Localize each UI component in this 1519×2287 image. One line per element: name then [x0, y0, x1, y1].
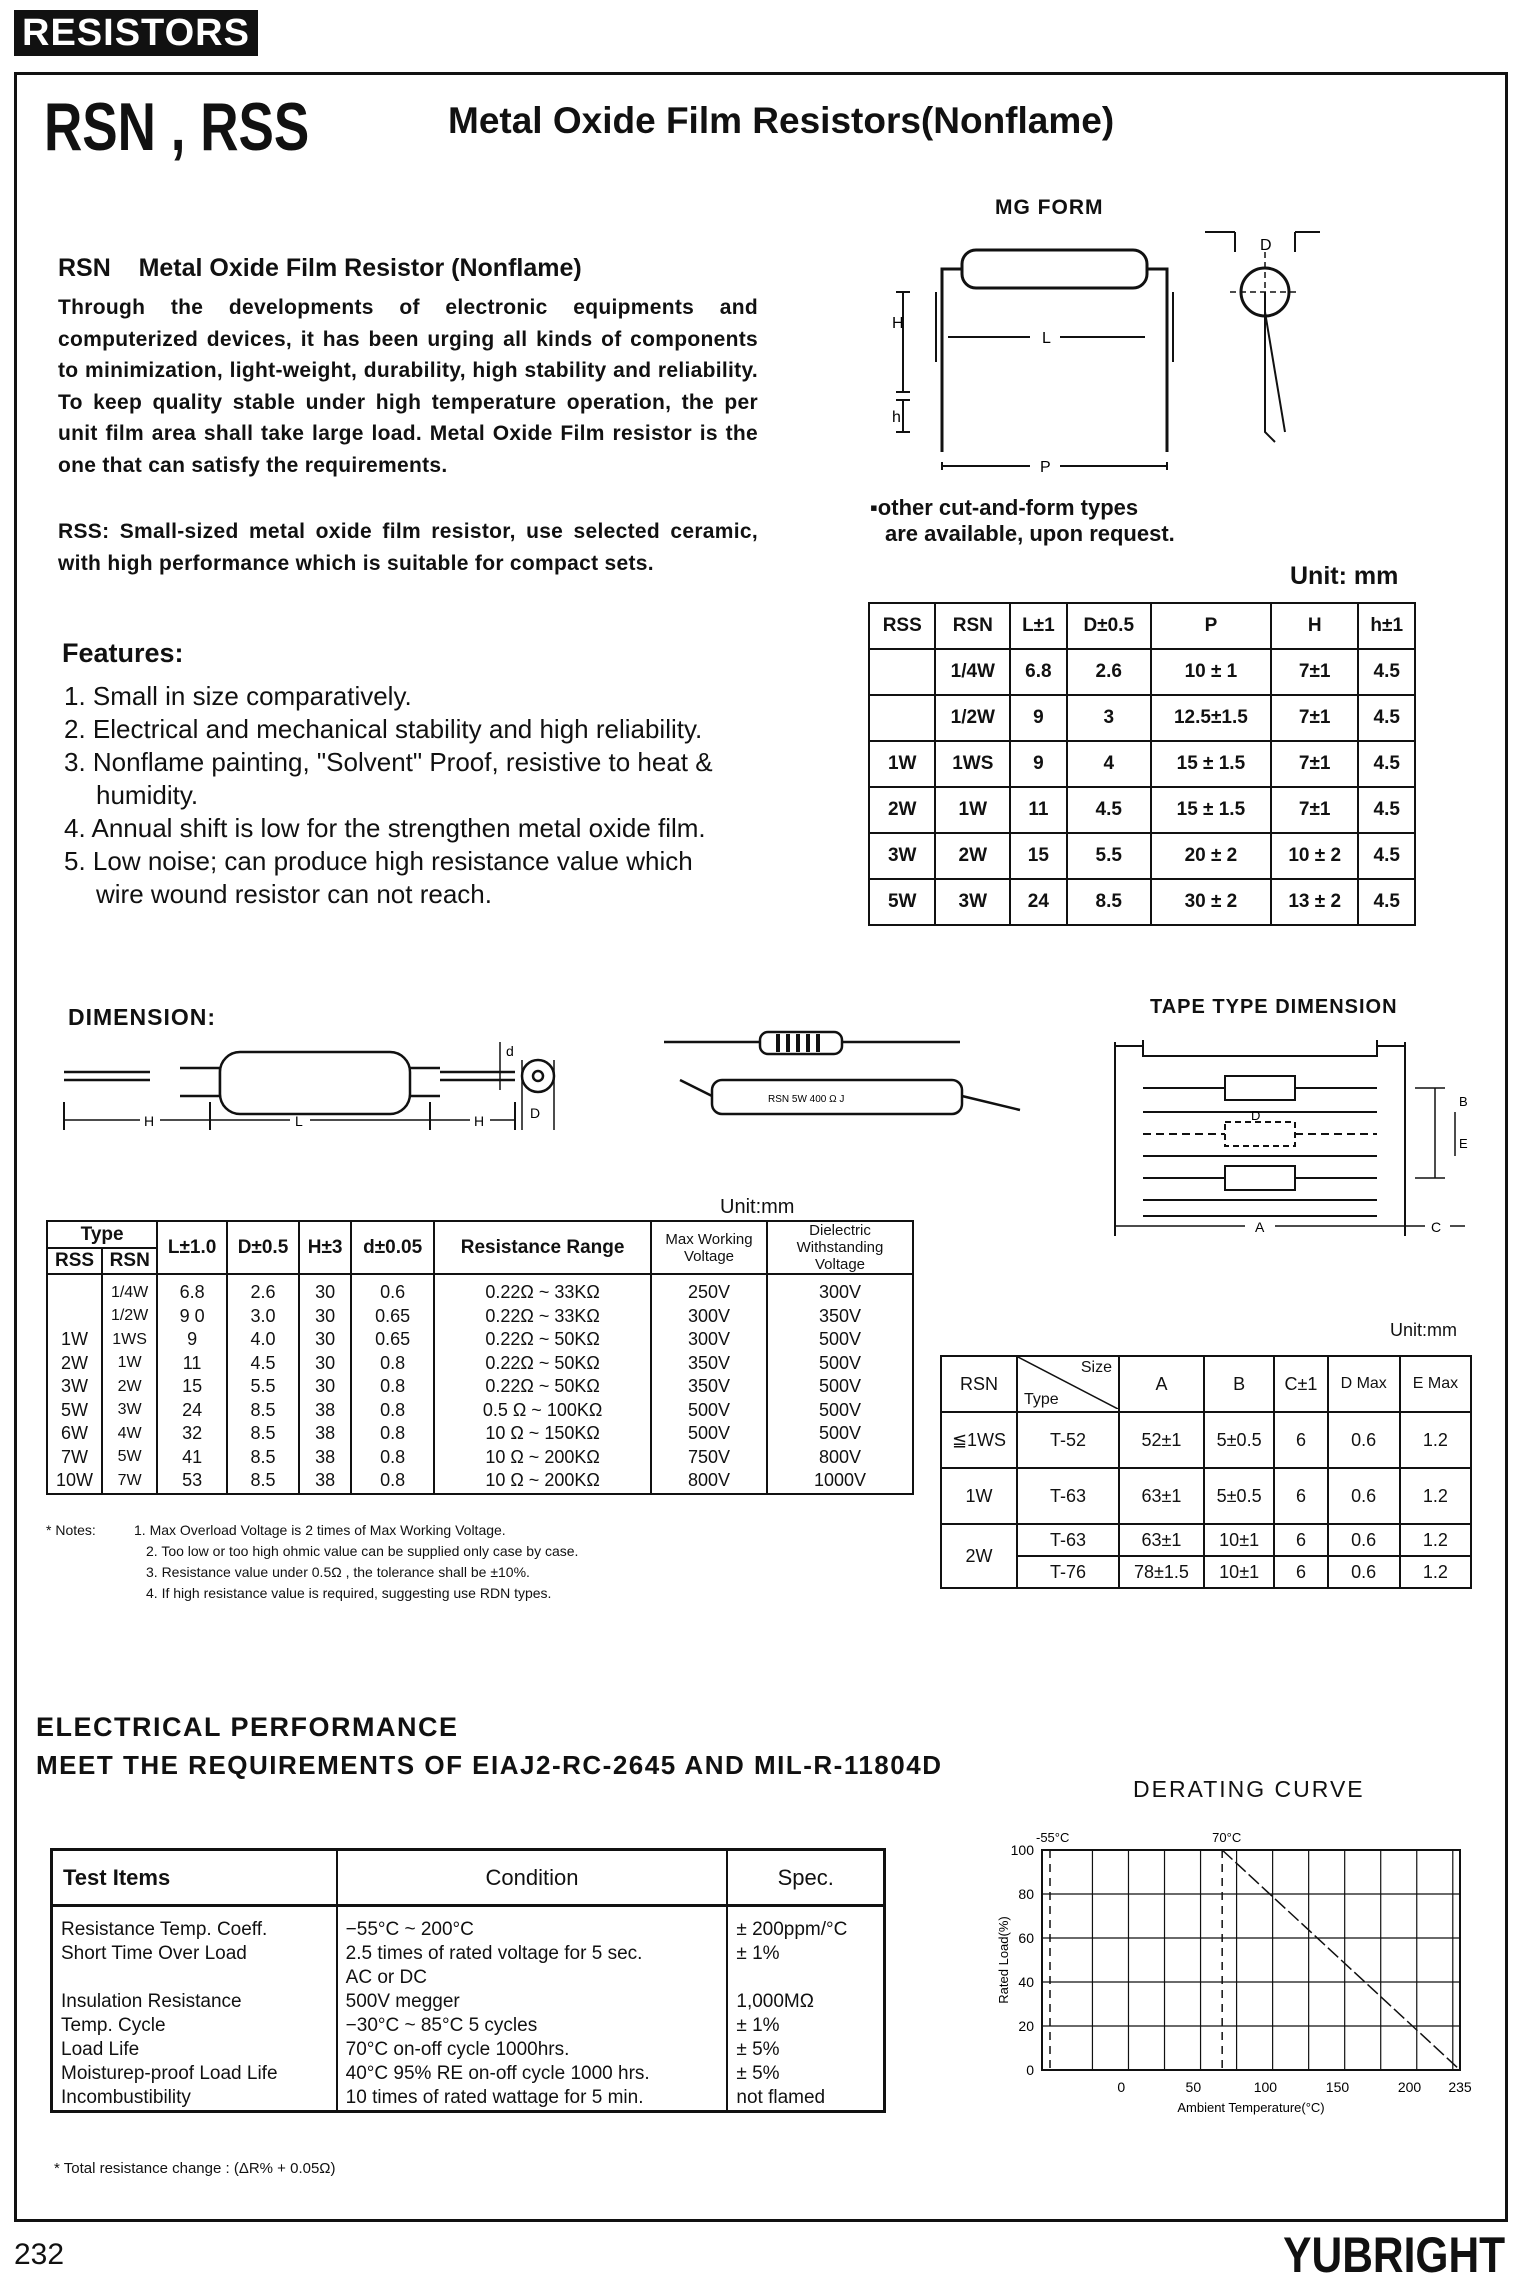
table-cell: 24 [157, 1399, 227, 1423]
table-cell: 8.5 [1067, 879, 1151, 925]
feature-item: 1. Small in size comparatively. [64, 681, 412, 711]
mg-form-title: MG FORM [995, 196, 1104, 219]
table-cell: 53 [157, 1469, 227, 1494]
table-cell: −30°C ~ 85°C 5 cycles [337, 2014, 728, 2038]
table-row [941, 1468, 1471, 1524]
table-row [941, 1524, 1471, 1556]
tape-title: TAPE TYPE DIMENSION [1150, 996, 1398, 1018]
y-tick-label: 80 [1018, 1886, 1034, 1902]
table-cell: 2W [102, 1375, 157, 1399]
table-cell: 15 ± 1.5 [1151, 787, 1271, 833]
table-cell: 6.8 [157, 1274, 227, 1305]
table-cell: 5.5 [227, 1375, 299, 1399]
dimension-table: Type RSS RSN L±1.0 D±0.5 H±3 d±0.05 Resistance Range Max Working Voltage Dielectric Withstanding Voltage 1/4W 6.8 2.6 30 0.6 0.22Ω ~ 33KΩ 250V 300V 1/2W 9 0 3.0 30 0.65 0.22Ω ~ 33KΩ 300V 350V 1W 1WS 9 4.0 30 0.65 0.22Ω ~ 50KΩ 300V 500V 2W 1W 11 4.5 30 0.8 0.22Ω ~ 50KΩ 350V 500V 3W 2W 15 5.5 30 0.8 0.22Ω ~ 50KΩ 350V 500V 5W 3W 24 8.5 38 0.8 0.5 Ω ~ 100KΩ 500V 500V 6W 4W 32 8.5 38 0.8 10 Ω ~ 150KΩ 500V 500V 7W 5W 41 8.5 38 0.8 10 Ω ~ 200KΩ 750V 800V 10W 7W 53 8.5 38 0.8 10 Ω ~ 200KΩ 800V 1000V [46, 1220, 914, 1495]
col-header: D±0.5 [1067, 603, 1151, 649]
dim-label: H [144, 1113, 155, 1129]
dim-label: h [892, 409, 901, 426]
table-cell: 5W [47, 1399, 102, 1423]
table-cell: 10W [47, 1469, 102, 1494]
note-item: 3. Resistance value under 0.5Ω , the tolerance shall be ±10%. [146, 1564, 530, 1580]
table-cell: 1/4W [935, 649, 1010, 695]
x-tick-label: 200 [1397, 2079, 1422, 2095]
rsn-heading: RSN Metal Oxide Film Resistor (Nonflame) [58, 254, 582, 282]
table-cell: Insulation Resistance [52, 1990, 337, 2014]
x-tick-label: 50 [1185, 2079, 1202, 2095]
table-cell: 1W [869, 741, 935, 787]
table-cell: 0.22Ω ~ 50KΩ [434, 1328, 651, 1352]
table-cell: 5W [869, 879, 935, 925]
table-cell: 70°C on-off cycle 1000hrs. [337, 2038, 728, 2062]
table-row [47, 1352, 913, 1376]
table-cell: 4.0 [227, 1328, 299, 1352]
unit-label: Unit:mm [720, 1196, 795, 1218]
table-row [869, 695, 1415, 741]
note-item: 1. Max Overload Voltage is 2 times of Max Working Voltage. [134, 1522, 506, 1538]
table-cell: 24 [1010, 879, 1067, 925]
table-cell [727, 1966, 884, 1990]
col-header: RSN [935, 603, 1010, 649]
table-cell: 500V [767, 1328, 913, 1352]
table-cell: 5W [102, 1446, 157, 1470]
table-cell: 10 times of rated wattage for 5 min. [337, 2086, 728, 2112]
table-cell [869, 695, 935, 741]
derating-chart [990, 1820, 1490, 2130]
table-cell: 38 [299, 1446, 351, 1470]
table-cell: 11 [1010, 787, 1067, 833]
y-tick-label: 100 [1010, 1842, 1034, 1858]
table-cell: 1000V [767, 1469, 913, 1494]
table-cell: 1.2 [1400, 1524, 1471, 1556]
table-cell: 1W [941, 1468, 1017, 1524]
table-cell: 1.2 [1400, 1412, 1471, 1468]
table-row [47, 1446, 913, 1470]
table-cell: 500V [767, 1352, 913, 1376]
table-cell: Temp. Cycle [52, 2014, 337, 2038]
dim-label: C [1431, 1219, 1442, 1235]
table-cell: 0.6 [1328, 1468, 1400, 1524]
table-cell: 5±0.5 [1204, 1468, 1274, 1524]
table-row [869, 649, 1415, 695]
table-row [52, 1942, 885, 1966]
table-cell: 9 [1010, 741, 1067, 787]
table-cell: 7±1 [1271, 649, 1358, 695]
features-heading: Features: [62, 638, 184, 668]
table-cell: 0.22Ω ~ 50KΩ [434, 1375, 651, 1399]
table-cell: 500V [651, 1422, 767, 1446]
table-cell: ± 5% [736, 2063, 780, 2084]
table-row [869, 787, 1415, 833]
table-cell: 7W [102, 1469, 157, 1494]
resistor-photo [660, 1020, 1040, 1130]
chart-title: DERATING CURVE [1133, 1776, 1365, 1802]
table-cell: 2W [935, 833, 1010, 879]
table-cell: 1.2 [1400, 1556, 1471, 1588]
dim-label: D [1260, 237, 1272, 254]
table-cell: 9 [1010, 695, 1067, 741]
rss-description: RSS: Small-sized metal oxide film resistor, use selected ceramic, with high performance which is suitable for compact sets. [58, 520, 758, 575]
table-cell: Incombustibility [52, 2086, 337, 2112]
table-cell: 4.5 [227, 1352, 299, 1376]
table-cell: 38 [299, 1469, 351, 1494]
table-cell: 2W [869, 787, 935, 833]
dim-label: D [1251, 1108, 1261, 1123]
table-cell: 350V [767, 1305, 913, 1329]
electrical-footnote: * Total resistance change : (ΔR% + 0.05Ω) [54, 2160, 336, 2177]
table-cell: 11 [157, 1352, 227, 1376]
table-cell: 0.6 [1328, 1524, 1400, 1556]
table-cell: 1/2W [102, 1305, 157, 1329]
table-cell: 0.8 [351, 1469, 434, 1494]
dim-label: A [1255, 1219, 1265, 1235]
table-cell: 300V [651, 1328, 767, 1352]
table-cell: Resistance Temp. Coeff. [52, 1906, 337, 1943]
y-tick-label: 60 [1018, 1930, 1034, 1946]
table-cell: 15 ± 1.5 [1151, 741, 1271, 787]
table-cell: T-76 [1017, 1556, 1119, 1588]
mg-form-table [868, 602, 1416, 926]
electrical-subheading: MEET THE REQUIREMENTS OF EIAJ2-RC-2645 AND MIL-R-11804D [36, 1750, 943, 1780]
table-row [52, 1906, 885, 1943]
unit-label: Unit:mm [1390, 1320, 1457, 1340]
table-cell: 800V [651, 1469, 767, 1494]
feature-item: 5. Low noise; can produce high resistance value which wire wound resistor can not reach. [64, 846, 693, 909]
table-cell: 5±0.5 [1204, 1412, 1274, 1468]
table-cell: 4.5 [1067, 787, 1151, 833]
table-cell: 5.5 [1067, 833, 1151, 879]
dim-label: H [474, 1113, 485, 1129]
table-cell: 4.5 [1358, 695, 1415, 741]
page-number: 232 [14, 2238, 65, 2271]
x-tick-label: 235 [1448, 2079, 1472, 2095]
table-cell: 2.5 times of rated voltage for 5 sec. [337, 1942, 728, 1966]
dimension-heading: DIMENSION: [68, 1004, 216, 1030]
table-cell: 0.6 [1328, 1412, 1400, 1468]
table-cell: 3W [869, 833, 935, 879]
table-cell: 10 ± 2 [1271, 833, 1358, 879]
dim-label: E [1459, 1136, 1468, 1151]
table-cell: 52±1 [1119, 1412, 1204, 1468]
dim-label: D [530, 1105, 541, 1121]
dim-label: P [1040, 459, 1051, 476]
table-cell: 4.5 [1358, 879, 1415, 925]
x-axis-label: Ambient Temperature(°C) [1177, 2100, 1325, 2115]
table-cell: 500V [651, 1399, 767, 1423]
table-cell: 6 [1274, 1412, 1327, 1468]
table-cell: 0.8 [351, 1399, 434, 1423]
table-cell: 750V [651, 1446, 767, 1470]
table-cell: 30 [299, 1305, 351, 1329]
tape-table: RSN Size Type A B C±1 D Max E Max ≦1WS T-52 52±1 5±0.5 6 0.6 1.2 1W T-63 63±1 5±0.5 6 0.6 1.2 2W T-63 63±1 10±1 6 0.6 1.2 T-76 78±1.5 10±1 6 0.6 1.2 [940, 1355, 1472, 1589]
mg-form-diagram [880, 222, 1350, 484]
col-header: P [1151, 603, 1271, 649]
table-cell: 0.6 [351, 1274, 434, 1305]
table-cell: 32 [157, 1422, 227, 1446]
table-row [47, 1422, 913, 1446]
table-cell: ≦1WS [941, 1412, 1017, 1468]
table-cell: 12.5±1.5 [1151, 695, 1271, 741]
table-cell: 8.5 [227, 1469, 299, 1494]
table-cell: 6W [47, 1422, 102, 1446]
table-cell: 500V [767, 1422, 913, 1446]
table-cell: 800V [767, 1446, 913, 1470]
table-cell: 10 Ω ~ 200KΩ [434, 1446, 651, 1470]
table-cell: 8.5 [227, 1446, 299, 1470]
table-cell: 300V [767, 1274, 913, 1305]
table-cell: 1/2W [935, 695, 1010, 741]
table-cell: 0.22Ω ~ 33KΩ [434, 1274, 651, 1305]
cut-form-note-1: ▪other cut-and-form types [870, 495, 1139, 520]
tape-diagram [1105, 1036, 1485, 1236]
table-cell: 3.0 [227, 1305, 299, 1329]
table-cell: AC or DC [337, 1966, 728, 1990]
table-row [941, 1412, 1471, 1468]
table-cell: 0.22Ω ~ 33KΩ [434, 1305, 651, 1329]
table-cell: 63±1 [1119, 1468, 1204, 1524]
feature-item: 3. Nonflame painting, "Solvent" Proof, resistive to heat & humidity. [64, 747, 713, 810]
table-cell: 30 [299, 1375, 351, 1399]
table-cell: 3W [102, 1399, 157, 1423]
feature-item: 4. Annual shift is low for the strengthen metal oxide film. [64, 813, 706, 843]
table-cell: 7±1 [1271, 787, 1358, 833]
table-cell [52, 1966, 337, 1990]
table-cell: 2.6 [227, 1274, 299, 1305]
table-cell: ± 1% [736, 2015, 780, 2036]
table-cell: T-52 [1017, 1412, 1119, 1468]
table-cell: 1W [47, 1328, 102, 1352]
section-tag: RESISTORS [14, 10, 258, 56]
unit-label: Unit: mm [1290, 562, 1399, 590]
table-cell: 10 Ω ~ 150KΩ [434, 1422, 651, 1446]
dimension-notes: * Notes: 1. Max Overload Voltage is 2 times of Max Working Voltage. 2. Too low or too high ohmic value can be supplied only case by case. 3. Resistance value under 0.5Ω , the tolerance shall be ±10%. 4. If high resistance value is required, suggesting use RDN types. [46, 1520, 578, 1604]
table-row [52, 1966, 885, 1990]
table-row [52, 2062, 885, 2086]
features-list [64, 680, 744, 911]
resistor-marking: RSN 5W 400 Ω J [768, 1094, 845, 1105]
table-row [52, 2038, 885, 2062]
table-row [47, 1399, 913, 1423]
table-row [52, 2086, 885, 2112]
dimension-diagram [60, 1030, 580, 1140]
table-row [941, 1556, 1471, 1588]
table-cell: 6.8 [1010, 649, 1067, 695]
marker-label: 70°C [1212, 1830, 1242, 1845]
table-cell: Short Time Over Load [52, 1942, 337, 1966]
table-cell: 8.5 [227, 1422, 299, 1446]
table-cell: 20 ± 2 [1151, 833, 1271, 879]
table-row [47, 1469, 913, 1494]
table-cell: 10 Ω ~ 200KΩ [434, 1469, 651, 1494]
table-cell: 4 [1067, 741, 1151, 787]
table-cell: 63±1 [1119, 1524, 1204, 1556]
table-cell: 300V [651, 1305, 767, 1329]
table-cell: T-63 [1017, 1524, 1119, 1556]
col-header: L±1 [1010, 603, 1067, 649]
table-cell: 7W [47, 1446, 102, 1470]
col-header: RSS [869, 603, 935, 649]
col-header: h±1 [1358, 603, 1415, 649]
table-cell: 38 [299, 1422, 351, 1446]
electrical-table: Test Items Condition Spec. Resistance Temp. Coeff. −55°C ~ 200°C ± 200ppm/°C Short Time Over Load 2.5 times of rated voltage for 5 sec. ± 1% AC or DC Insulation Resistance 500V megger 1,000MΩ Temp. Cycle −30°C ~ 85°C 5 cycles ± 1% Load Life 70°C on-off cycle 1000hrs. ± 5% Moisturep-proof Load Life 40°C 95% RE on-off cycle 1000 hrs. ± 5% Incombustibility 10 times of rated wattage for 5 min. not flamed [50, 1848, 886, 2113]
y-tick-label: 40 [1018, 1974, 1034, 1990]
table-row [869, 833, 1415, 879]
table-cell: 9 [157, 1328, 227, 1352]
plot-area [1042, 1850, 1460, 2070]
note-item: 4. If high resistance value is required, suggesting use RDN types. [146, 1585, 552, 1601]
table-cell: T-63 [1017, 1468, 1119, 1524]
cut-form-note-2: are available, upon request. [885, 521, 1175, 546]
table-cell: 41 [157, 1446, 227, 1470]
table-cell: 1W [102, 1352, 157, 1376]
y-axis-label: Rated Load(%) [996, 1916, 1011, 2004]
table-cell: 10 ± 1 [1151, 649, 1271, 695]
table-cell: 4.5 [1358, 649, 1415, 695]
table-cell: 40°C 95% RE on-off cycle 1000 hrs. [337, 2062, 728, 2086]
table-cell: 3 [1067, 695, 1151, 741]
table-cell: not flamed [736, 2087, 826, 2108]
table-cell: 2W [47, 1352, 102, 1376]
marker-label: -55°C [1036, 1830, 1070, 1845]
table-cell: 0.22Ω ~ 50KΩ [434, 1352, 651, 1376]
model-title: RSN , RSS [44, 89, 310, 165]
table-cell: Moisturep-proof Load Life [52, 2062, 337, 2086]
table-cell: 15 [157, 1375, 227, 1399]
table-cell: 1WS [935, 741, 1010, 787]
brand-logo: YUBRIGHT [1283, 2227, 1505, 2283]
table-cell [869, 649, 935, 695]
dim-label: H [892, 315, 904, 332]
table-cell: 10±1 [1204, 1556, 1274, 1588]
table-cell: 1,000MΩ [736, 1991, 814, 2012]
x-tick-label: 0 [1117, 2079, 1126, 2095]
table-cell: 500V [767, 1375, 913, 1399]
table-cell: 4W [102, 1422, 157, 1446]
table-cell: 1W [935, 787, 1010, 833]
y-tick-label: 0 [1026, 2062, 1034, 2078]
rsn-description: Through the developments of electronic equipments and computerized devices, it has been urging all kinds of components to minimization, light-weight, durability, high stability and reliability. To keep quality stable under high temperature operation, the per unit film area shall take large load. Metal Oxide Film resistor is the one that can satisfy the requirements. [58, 296, 758, 477]
table-row [869, 879, 1415, 925]
y-tick-label: 20 [1018, 2018, 1034, 2034]
table-cell: 0.8 [351, 1375, 434, 1399]
table-cell: 2.6 [1067, 649, 1151, 695]
table-cell: 4.5 [1358, 833, 1415, 879]
table-cell: 0.5 Ω ~ 100KΩ [434, 1399, 651, 1423]
table-cell: 1.2 [1400, 1468, 1471, 1524]
table-cell: 350V [651, 1352, 767, 1376]
derating-line [1222, 1850, 1460, 2070]
dim-label: L [1042, 330, 1051, 347]
table-cell: 78±1.5 [1119, 1556, 1204, 1588]
table-cell: 500V [767, 1399, 913, 1423]
table-cell: 38 [299, 1399, 351, 1423]
table-cell: 13 ± 2 [1271, 879, 1358, 925]
table-cell: 250V [651, 1274, 767, 1305]
table-cell: 10±1 [1204, 1524, 1274, 1556]
table-row [52, 1990, 885, 2014]
table-cell: 3W [47, 1375, 102, 1399]
table-cell: 350V [651, 1375, 767, 1399]
table-cell: 6 [1274, 1468, 1327, 1524]
table-cell: 6 [1274, 1556, 1327, 1588]
table-cell: 1/4W [102, 1274, 157, 1305]
table-cell: 30 [299, 1328, 351, 1352]
feature-item: 2. Electrical and mechanical stability and high reliability. [64, 714, 703, 744]
note-item: 2. Too low or too high ohmic value can be supplied only case by case. [146, 1543, 579, 1559]
table-cell: 3W [935, 879, 1010, 925]
x-tick-label: 150 [1325, 2079, 1350, 2095]
table-cell: 1WS [102, 1328, 157, 1352]
table-cell: 2W [941, 1524, 1017, 1588]
table-cell: 7±1 [1271, 741, 1358, 787]
table-row [47, 1305, 913, 1329]
dim-label: L [295, 1113, 303, 1129]
table-cell: 0.8 [351, 1446, 434, 1470]
table-cell [47, 1274, 102, 1305]
table-row [869, 741, 1415, 787]
table-cell: 4.5 [1358, 787, 1415, 833]
table-cell: 6 [1274, 1524, 1327, 1556]
table-cell: 0.65 [351, 1328, 434, 1352]
table-cell: 30 ± 2 [1151, 879, 1271, 925]
table-cell: 0.8 [351, 1352, 434, 1376]
x-tick-label: 100 [1253, 2079, 1278, 2095]
table-cell: 0.8 [351, 1422, 434, 1446]
table-cell: Load Life [52, 2038, 337, 2062]
table-row [52, 2014, 885, 2038]
dim-label: B [1459, 1094, 1468, 1109]
table-row [47, 1274, 913, 1305]
dim-label: d [506, 1043, 514, 1059]
page-title: Metal Oxide Film Resistors(Nonflame) [448, 100, 1115, 141]
table-cell: ± 5% [736, 2039, 780, 2060]
table-cell: 4.5 [1358, 741, 1415, 787]
col-header: H [1271, 603, 1358, 649]
table-cell: −55°C ~ 200°C [337, 1906, 728, 1943]
table-cell: 30 [299, 1274, 351, 1305]
table-row [47, 1328, 913, 1352]
table-cell: 15 [1010, 833, 1067, 879]
electrical-heading: ELECTRICAL PERFORMANCE [36, 1712, 459, 1742]
table-cell: 500V megger [337, 1990, 728, 2014]
table-cell: ± 200ppm/°C [736, 1919, 848, 1940]
table-cell: 30 [299, 1352, 351, 1376]
table-cell: ± 1% [736, 1943, 780, 1964]
table-cell: 0.65 [351, 1305, 434, 1329]
table-cell: 9 0 [157, 1305, 227, 1329]
table-cell [47, 1305, 102, 1329]
table-cell: 8.5 [227, 1399, 299, 1423]
table-row [47, 1375, 913, 1399]
table-cell: 7±1 [1271, 695, 1358, 741]
table-cell: 0.6 [1328, 1556, 1400, 1588]
